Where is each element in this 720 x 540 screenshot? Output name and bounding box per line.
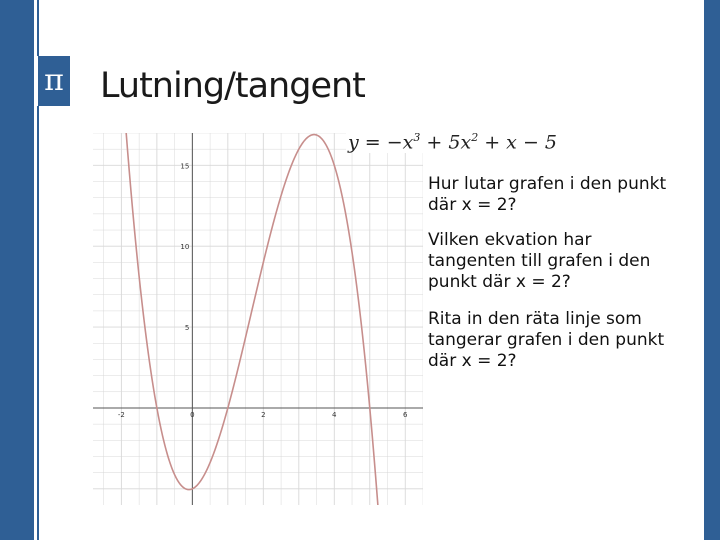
equation-exponent-2: 2 <box>471 131 479 144</box>
function-equation: $y = -x^3 + 5x^2 + x - 5$ <box>348 131 557 154</box>
right-accent-band <box>704 0 720 540</box>
y-tick-label: 10 <box>180 243 190 252</box>
equation-term-3: + x − 5 <box>478 131 557 154</box>
equation-term-1: −x <box>386 131 414 154</box>
question-slope: Hur lutar grafen i den punkt där x = 2? <box>428 174 667 215</box>
y-tick-label: 5 <box>184 324 190 333</box>
equation-exponent-1: 3 <box>413 131 421 144</box>
x-tick-label: 6 <box>403 410 408 419</box>
x-tick-label: 2 <box>261 410 266 419</box>
function-graph <box>93 133 423 505</box>
equation-term-2: + 5x <box>420 131 472 154</box>
x-tick-label: 0 <box>190 410 195 419</box>
left-accent-band <box>0 0 34 540</box>
slide-title: Lutning/tangent <box>100 66 365 106</box>
y-tick-label: 15 <box>180 162 190 171</box>
x-tick-label: 4 <box>332 410 337 419</box>
x-tick-label: -2 <box>117 410 125 419</box>
equation-lhs: y <box>348 131 359 154</box>
question-draw-tangent: Rita in den räta linje som tangerar grafen i den punkt där x = 2? <box>428 309 665 371</box>
cubic-curve <box>126 133 379 505</box>
question-tangent-equation: Vilken ekvation har tangenten till grafen i den punkt där x = 2? <box>428 230 651 292</box>
pi-logo-icon: π <box>36 56 72 106</box>
